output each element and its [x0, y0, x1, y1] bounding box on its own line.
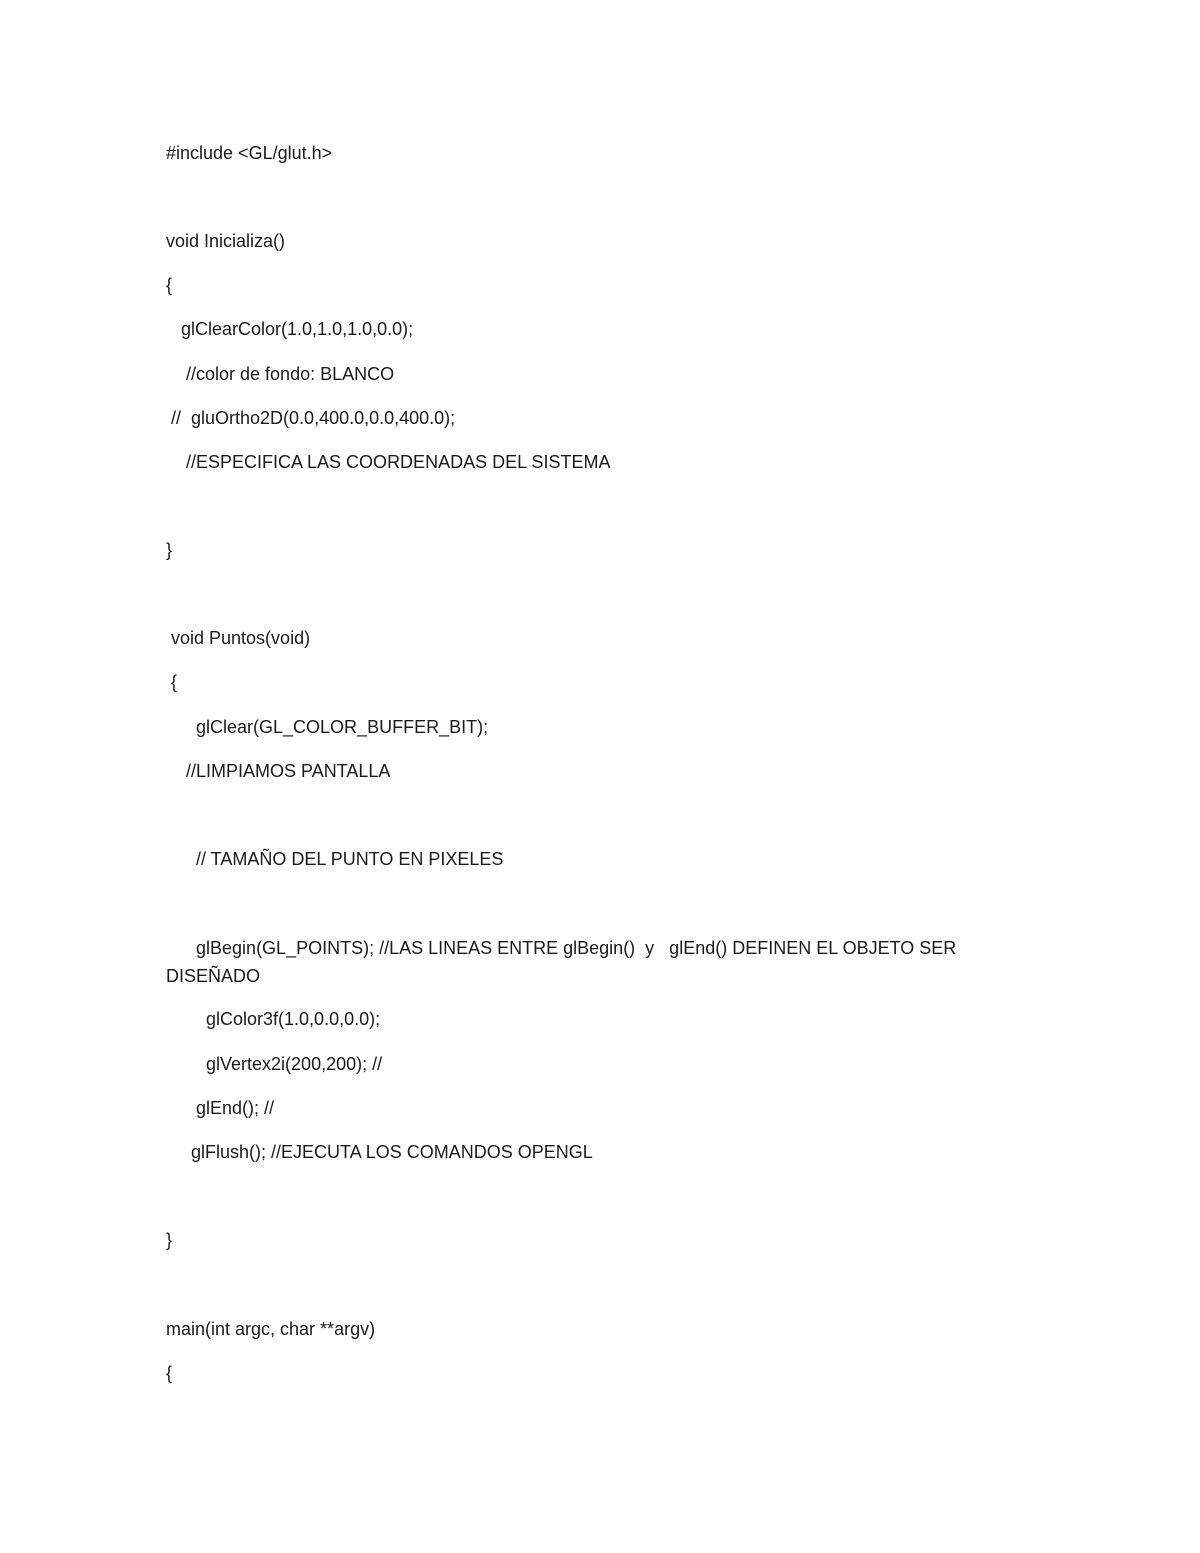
code-line-open-brace: { [166, 275, 173, 295]
code-line-comment-coordinates: //ESPECIFICA LAS COORDENADAS DEL SISTEMA [166, 452, 611, 472]
code-line-glflush: glFlush(); //EJECUTA LOS COMANDOS OPENGL [166, 1142, 593, 1162]
code-line-glclearcolor: glClearColor(1.0,1.0,1.0,0.0); [166, 319, 414, 339]
code-line-open-brace: { [166, 672, 178, 692]
code-line-comment-color: //color de fondo: BLANCO [166, 364, 395, 384]
code-line-close-brace: } [166, 540, 173, 560]
code-line-open-brace: { [166, 1363, 173, 1383]
code-line-glend: glEnd(); // [166, 1098, 275, 1118]
code-line-glclear: glClear(GL_COLOR_BUFFER_BIT); [166, 717, 489, 737]
code-line-inicializa-signature: void Inicializa() [166, 231, 286, 251]
code-line-include: #include <GL/glut.h> [166, 143, 333, 163]
code-line-comment-limpiamos: //LIMPIAMOS PANTALLA [166, 761, 391, 781]
code-line-glbegin: glBegin(GL_POINTS); //LAS LINEAS ENTRE glBegin() y glEnd() DEFINEN EL OBJETO SER DISEÑADO [166, 938, 962, 986]
code-line-gluortho2d: // gluOrtho2D(0.0,400.0,0.0,400.0); [166, 408, 456, 428]
code-line-main-signature: main(int argc, char **argv) [166, 1319, 376, 1339]
code-line-glvertex2i: glVertex2i(200,200); // [166, 1054, 383, 1074]
code-line-puntos-signature: void Puntos(void) [166, 628, 311, 648]
code-line-close-brace: } [166, 1230, 173, 1250]
code-line-comment-tamano: // TAMAÑO DEL PUNTO EN PIXELES [166, 849, 504, 869]
code-line-glcolor3f: glColor3f(1.0,0.0,0.0); [166, 1009, 381, 1029]
